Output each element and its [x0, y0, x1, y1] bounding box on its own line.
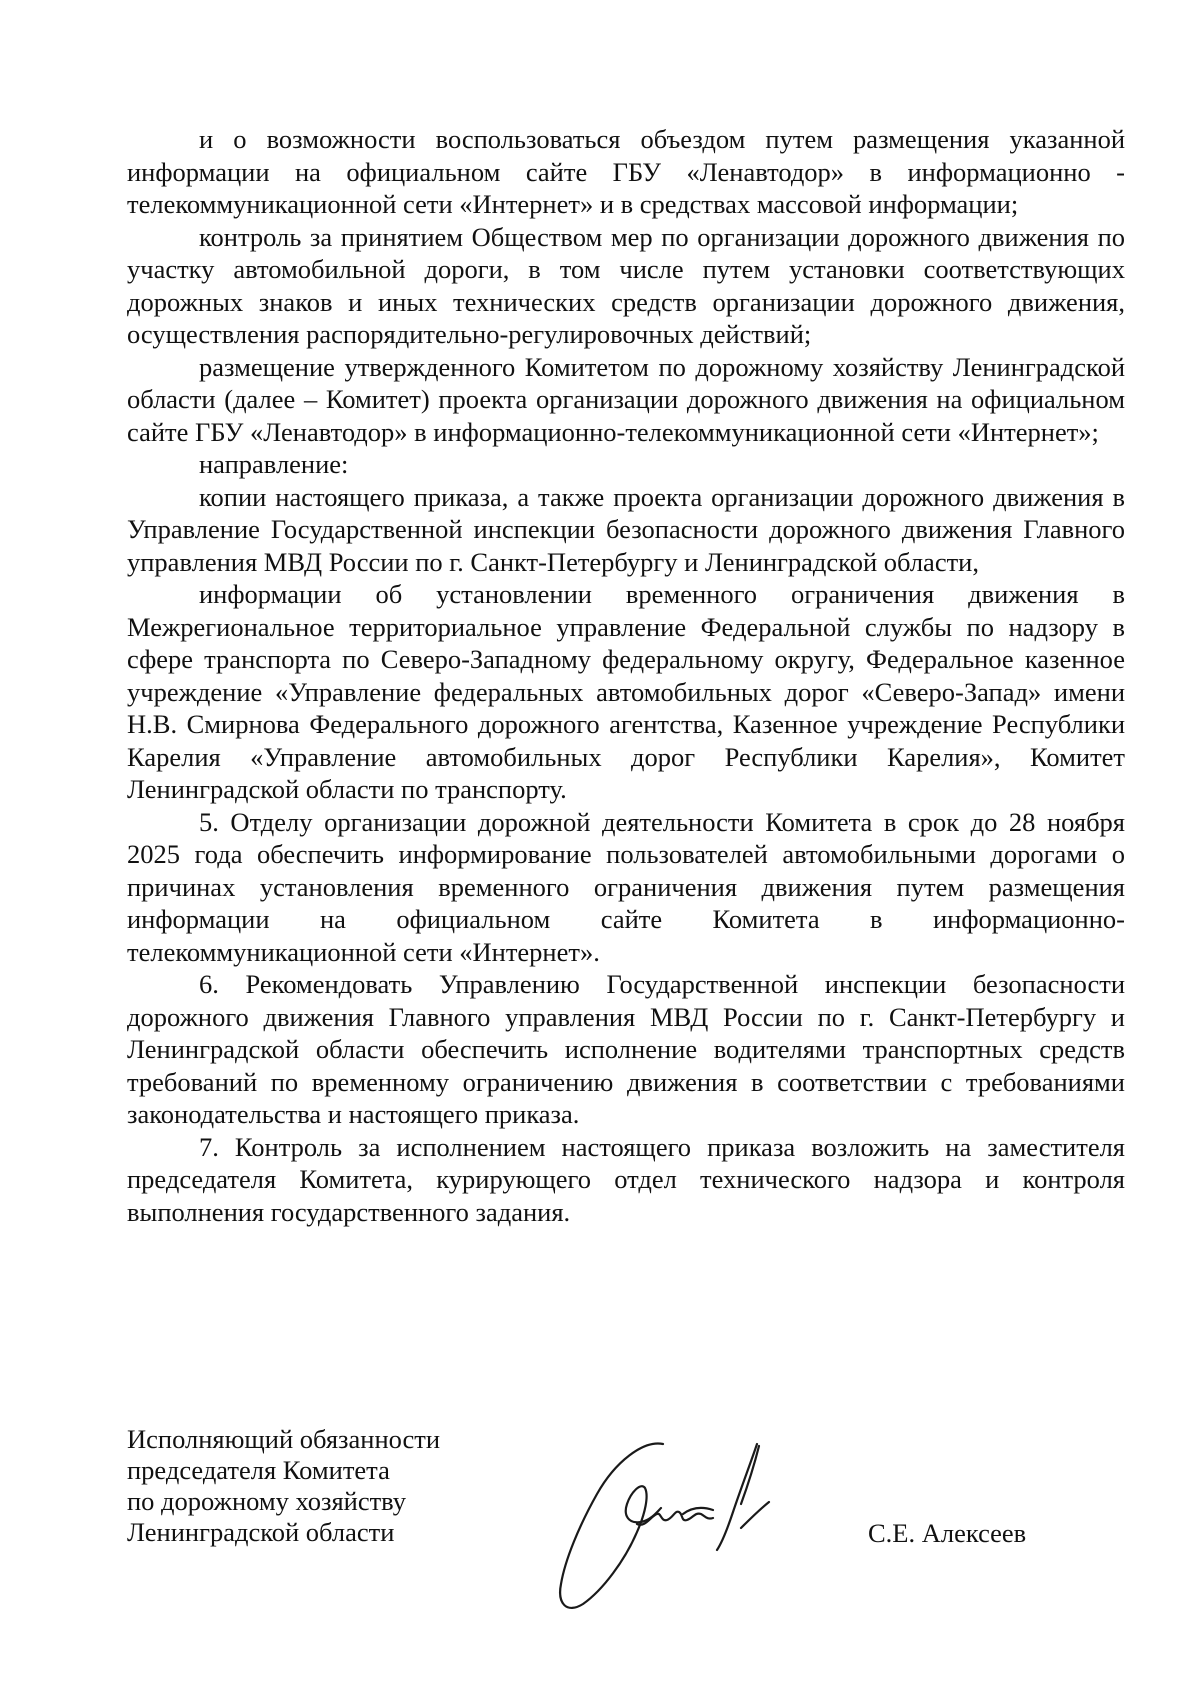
signatory-position [127, 1424, 440, 1548]
position-line: Ленинградской области [127, 1517, 395, 1547]
paragraph-traffic-control: контроль за принятием Обществом мер по организации дорожного движения по участку автомобильной дороги, в том числе путем установки соответствующих дорожных знаков и иных технических средств организации дорожного движения, осуществления распорядительно-регулировочных действий; [127, 221, 1125, 349]
position-line: по дорожному хозяйству [127, 1486, 407, 1516]
document-body [127, 123, 1125, 1228]
paragraph-item-7: 7. Контроль за исполнением настоящего приказа возложить на заместителя председателя Комитета, курирующего отдел технического надзора и контроля выполнения государственного задания. [127, 1131, 1125, 1227]
paragraph-project-publication: размещение утвержденного Комитетом по дорожному хозяйству Ленинградской области (далее – Комитет) проекта организации дорожного движения на официальном сайте ГБУ «Ленавтодор» в информационно-телекоммуникационной сети «Интернет»; [127, 351, 1125, 447]
paragraph-restriction-info: информации об установлении временного ограничения движения в Межрегиональное территориальное управление Федеральной службы по надзору в сфере транспорта по Северо-Западному федеральному округу, Федеральное казенное учреждение «Управление федеральных автомобильных дорог «Северо-Запад» имени Н.В. Смирнова Федерального дорожного агентства, Казенное учреждение Республики Карелия «Управление автомобильных дорог Республики Карелия», Комитет Ленинградской области по транспорту. [127, 579, 1125, 804]
paragraph-item-6: 6. Рекомендовать Управлению Государственной инспекции безопасности дорожного движения Главного управления МВД России по г. Санкт-Петербургу и Ленинградской области обеспечить исполнение водителями транспортных средств требований по временному ограничению движения в соответствии с требованиями законодательства и настоящего приказа. [127, 969, 1125, 1129]
paragraph-item-5: 5. Отделу организации дорожной деятельности Комитета в срок до 28 ноября 2025 года обеспечить информирование пользователей автомобильными дорогами о причинах установления временного ограничения движения путем размещения информации на официальном сайте Комитета в информационно-телекоммуникационной сети «Интернет». [127, 806, 1125, 967]
paragraph-order-copies: копии настоящего приказа, а также проекта организации дорожного движения в Управление Государственной инспекции безопасности дорожного движения Главного управления МВД России по г. Санкт-Петербургу и Ленинградской области, [127, 481, 1125, 577]
paragraph-notification-detour: и о возможности воспользоваться объездом путем размещения указанной информации на официальном сайте ГБУ «Ленавтодор» в информационно - телекоммуникационной сети «Интернет» и в средствах массовой информации; [127, 124, 1125, 219]
signer-name: С.Е. Алексеев [868, 1518, 1027, 1548]
position-line: председателя Комитета [127, 1455, 390, 1485]
paragraph-direction-heading: направление: [199, 449, 349, 479]
handwritten-signature [545, 1432, 825, 1632]
position-line: Исполняющий обязанности [127, 1424, 441, 1454]
